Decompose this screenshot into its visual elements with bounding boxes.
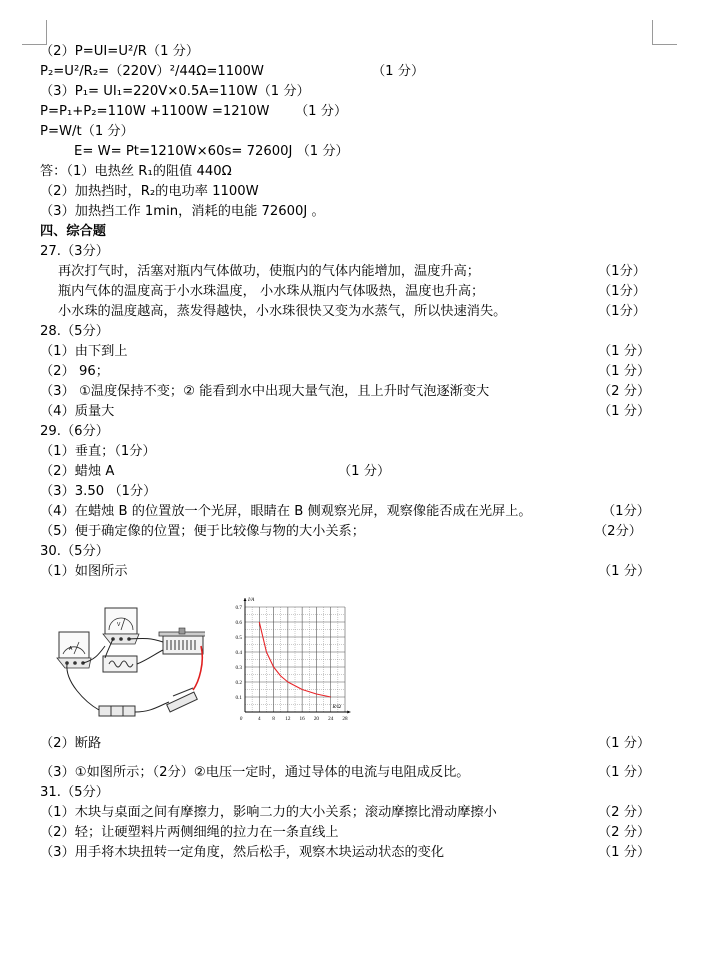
- y-axis-arrow: [244, 598, 247, 601]
- answer-text: （4）在蜡烛 B 的位置放一个光屏，眼睛在 B 侧观察光屏，观察像能否成在光屏上。: [40, 504, 532, 519]
- question-title: 30.（5分）: [40, 544, 109, 559]
- svg-text:V: V: [117, 622, 121, 628]
- score-label: （1 分）: [295, 104, 348, 119]
- answer-text: （1）由下到上: [40, 344, 128, 359]
- score-label: （1 分）: [598, 845, 651, 860]
- x-tick-label: 20: [313, 716, 320, 722]
- answer-text: 小水珠的温度越高，蒸发得越快，小水珠很快又变为水蒸气，所以快速消失。: [58, 304, 507, 319]
- question-number: [0, 422, 719, 442]
- answer-line: [0, 562, 719, 582]
- answer-line: [0, 282, 719, 302]
- x-tick-label: 4: [257, 716, 261, 722]
- battery-icon: [99, 706, 135, 716]
- answer-text: P=W/t（1 分）: [40, 124, 134, 139]
- answer-line: [0, 82, 719, 102]
- answer-text: （3）①如图所示；（2分）②电压一定时，通过导体的电流与电阻成反比。: [40, 765, 470, 780]
- answer-text: （5）便于确定像的位置；便于比较像与物的大小关系；: [40, 524, 365, 539]
- answer-text: （4）质量大: [40, 404, 115, 419]
- question-number: [0, 542, 719, 562]
- current-resistance-chart: [225, 590, 355, 725]
- answer-text: E= W= Pt=1210W×60s= 72600J （1 分）: [74, 144, 349, 159]
- answer-line: [0, 262, 719, 282]
- answer-text: （2）P=UI=U²/R（1 分）: [40, 44, 200, 59]
- x-tick-label: 28: [342, 716, 348, 722]
- answer-line: [0, 342, 719, 362]
- answer-text: （1）垂直；（1分）: [40, 444, 156, 459]
- answer-line: [0, 62, 719, 82]
- score-label: （1 分）: [338, 464, 391, 479]
- answer-line: [0, 182, 719, 202]
- answer-text: （3）加热挡工作 1min，消耗的电能 72600J 。: [40, 204, 325, 219]
- score-label: （1 分）: [598, 364, 651, 379]
- y-tick-label: 0.4: [235, 649, 242, 656]
- section-heading: [0, 222, 719, 242]
- score-label: （1 分）: [372, 64, 425, 79]
- score-label: （2 分）: [598, 825, 651, 840]
- switch-icon: [167, 688, 198, 712]
- answer-text: （3） ①温度保持不变；② 能看到水中出现大量气泡，且上升时气泡逐渐变大: [40, 384, 490, 399]
- origin-label: 0: [239, 716, 243, 722]
- answer-text: （3）P₁= UI₁=220V×0.5A=110W（1 分）: [40, 84, 310, 99]
- question-number: [0, 242, 719, 262]
- score-label: （2 分）: [598, 805, 651, 820]
- y-tick-label: 0.1: [235, 694, 242, 701]
- score-label: （2 分）: [598, 384, 651, 399]
- score-label: （1 分）: [598, 344, 651, 359]
- answer-text: （2）蜡烛 A: [40, 464, 115, 479]
- answer-line: [0, 803, 719, 823]
- answer-line: [0, 734, 719, 754]
- answer-line: [0, 122, 719, 142]
- section-title: 四、综合题: [40, 224, 106, 239]
- answer-text: 再次打气时，活塞对瓶内气体做功，使瓶内的气体内能增加，温度升高；: [58, 264, 480, 279]
- y-tick-label: 0.2: [235, 679, 242, 686]
- answer-line: [0, 142, 719, 162]
- y-tick-label: 0.3: [235, 664, 242, 671]
- answer-line: [0, 362, 719, 382]
- answer-text: （2） 96；: [40, 364, 109, 379]
- score-label: （1 分）: [598, 404, 651, 419]
- answer-line: [0, 162, 719, 182]
- answer-text: （3）3.50 （1分）: [40, 484, 157, 499]
- x-tick-label: 24: [328, 716, 334, 722]
- answer-line: [0, 763, 719, 783]
- y-tick-label: 0.6: [235, 619, 242, 626]
- answer-line: [0, 302, 719, 322]
- answer-text: （2）轻；让硬塑料片两侧细绳的拉力在一条直线上: [40, 825, 339, 840]
- answer-line: [0, 522, 719, 542]
- rheostat-icon: [159, 628, 205, 654]
- x-axis-arrow: [347, 711, 350, 714]
- x-tick-label: 8: [272, 716, 275, 722]
- score-label: （1分）: [598, 304, 646, 319]
- question-title: 27.（3分）: [40, 244, 109, 259]
- answer-line: [0, 382, 719, 402]
- answer-line: [0, 42, 719, 62]
- answer-text: （2）加热挡时，R₂的电功率 1100W: [40, 184, 259, 199]
- x-axis-label: R/Ω: [332, 704, 341, 710]
- score-label: （1分）: [598, 284, 646, 299]
- question-number: [0, 783, 719, 803]
- y-tick-label: 0.5: [235, 634, 242, 641]
- x-tick-label: 16: [299, 716, 305, 722]
- answer-text: （1）木块与桌面之间有摩擦力，影响二力的大小关系；滚动摩擦比滑动摩擦小: [40, 805, 497, 820]
- answer-line: [0, 823, 719, 843]
- score-label: （1分）: [602, 504, 650, 519]
- circuit-figure: [55, 602, 205, 722]
- answer-line: [0, 462, 719, 482]
- y-axis-label: I/A: [248, 597, 255, 603]
- resistor-icon: [103, 656, 137, 672]
- question-number: [0, 322, 719, 342]
- answer-line: [0, 442, 719, 462]
- score-label: （2分）: [594, 524, 642, 539]
- question-title: 29.（6分）: [40, 424, 109, 439]
- answer-text: 答：（1）电热丝 R₁的阻值 440Ω: [40, 164, 232, 179]
- answer-text: P₂=U²/R₂=（220V）²/44Ω=1100W: [40, 64, 264, 79]
- x-tick-label: 12: [285, 716, 291, 722]
- answer-text: 瓶内气体的温度高于小水珠温度， 小水珠从瓶内气体吸热，温度也升高；: [58, 284, 485, 299]
- svg-text:A: A: [69, 646, 73, 652]
- score-label: （1分）: [598, 264, 646, 279]
- answer-line: [0, 402, 719, 422]
- score-label: （1 分）: [598, 736, 651, 751]
- answer-line: [0, 102, 719, 122]
- answer-line: [0, 843, 719, 863]
- question-title: 28.（5分）: [40, 324, 109, 339]
- answer-line: [0, 202, 719, 222]
- score-label: （1 分）: [598, 765, 651, 780]
- answer-text: （2）断路: [40, 736, 102, 751]
- answer-line: [0, 502, 719, 522]
- answer-text: P=P₁+P₂=110W +1100W =1210W: [40, 104, 270, 119]
- answer-line: [0, 482, 719, 502]
- score-label: （1 分）: [598, 564, 651, 579]
- y-tick-label: 0.7: [235, 604, 242, 611]
- answer-text: （3）用手将木块扭转一定角度，然后松手，观察木块运动状态的变化: [40, 845, 445, 860]
- answer-text: （1）如图所示: [40, 564, 128, 579]
- question-title: 31.（5分）: [40, 785, 109, 800]
